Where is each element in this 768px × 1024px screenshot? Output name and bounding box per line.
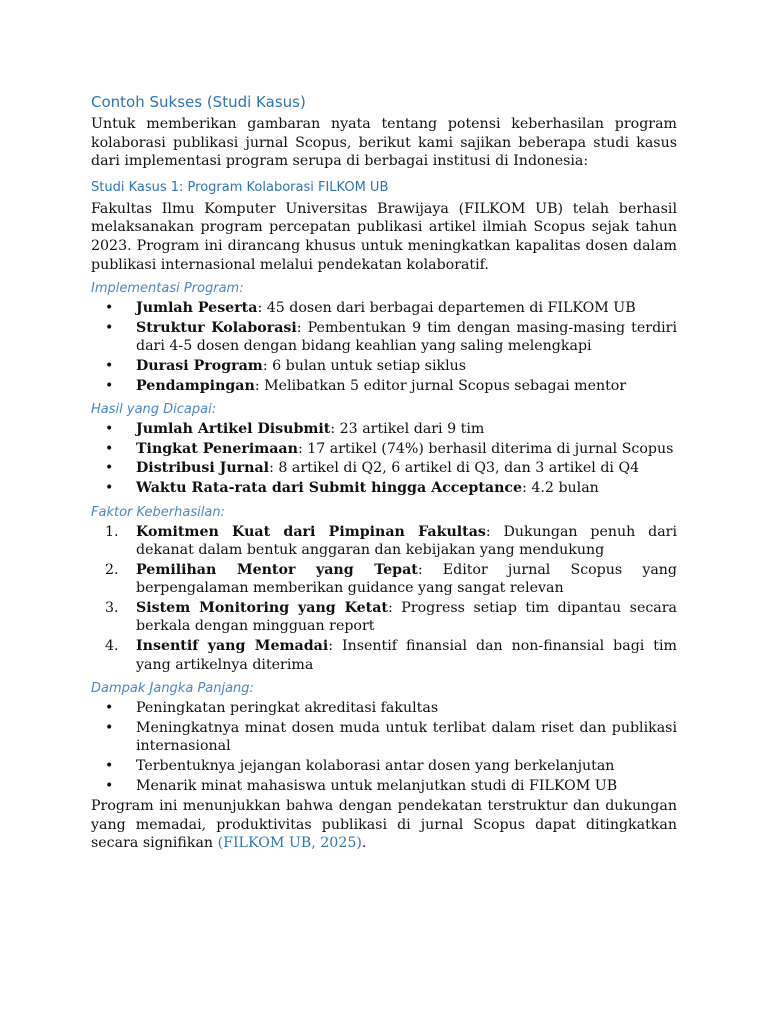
hasil-list bbox=[91, 420, 677, 497]
number-marker: 3. bbox=[105, 599, 119, 616]
number-marker: 4. bbox=[105, 638, 119, 655]
item-text: : 45 dosen dari berbagai departemen di FILKOM UB bbox=[257, 300, 636, 317]
item-label: Insentif yang Memadai bbox=[136, 638, 329, 655]
item-text: Peningkatan peringkat akreditasi fakultas bbox=[136, 700, 439, 717]
implementasi-list bbox=[91, 299, 677, 395]
item-text: : Pembentukan 9 tim dengan masing-masing terdiri dari 4-5 dosen dengan bidang keahlian yang saling melengkapi bbox=[136, 319, 678, 355]
item-label: Jumlah Artikel Disubmit bbox=[136, 421, 331, 438]
bullet-marker: • bbox=[105, 377, 114, 394]
bullet-marker: • bbox=[105, 719, 114, 736]
list-item bbox=[91, 299, 677, 318]
list-item bbox=[91, 719, 677, 756]
list-item bbox=[91, 357, 677, 376]
faktor-heading: Faktor Keberhasilan: bbox=[91, 504, 225, 520]
intro-paragraph: Untuk memberikan gambaran nyata tentang potensi keberhasilan program kolaborasi publikasi jurnal Scopus, berikut kami sajikan beberapa studi kasus dari implementasi program serupa di berbagai institusi di Indonesia: bbox=[91, 116, 677, 170]
list-item bbox=[91, 440, 677, 459]
list-item bbox=[91, 523, 677, 560]
item-label: Pendampingan bbox=[136, 377, 255, 394]
list-item bbox=[91, 319, 677, 356]
list-item bbox=[91, 757, 677, 776]
item-text: : 17 artikel (74%) berhasil diterima di jurnal Scopus bbox=[297, 440, 674, 457]
bullet-marker: • bbox=[105, 758, 114, 775]
list-item bbox=[91, 459, 677, 478]
item-label: Komitmen Kuat dari Pimpinan Fakultas bbox=[136, 523, 486, 540]
item-text: : 6 bulan untuk setiap siklus bbox=[262, 357, 467, 374]
list-item bbox=[91, 599, 677, 636]
case-study-title: Studi Kasus 1: Program Kolaborasi FILKOM UB bbox=[91, 179, 389, 195]
bullet-marker: • bbox=[105, 319, 114, 336]
item-text: : Editor jurnal Scopus yang berpengalaman memberikan guidance yang sangat relevan bbox=[136, 561, 678, 597]
item-text: : 4.2 bulan bbox=[522, 479, 599, 496]
closing-paragraph bbox=[91, 797, 677, 853]
bullet-marker: • bbox=[105, 777, 114, 794]
item-label: Jumlah Peserta bbox=[136, 300, 258, 317]
item-text: : Progress setiap tim dipantau secara berkala dengan mingguan report bbox=[136, 599, 677, 635]
list-item bbox=[91, 420, 677, 439]
item-label: Distribusi Jurnal bbox=[136, 460, 270, 477]
number-marker: 1. bbox=[105, 523, 119, 540]
item-text: : Insentif finansial dan non-finansial bagi tim yang artikelnya diterima bbox=[136, 638, 677, 673]
document-content bbox=[91, 92, 677, 853]
closing-period: . bbox=[361, 835, 367, 852]
number-marker: 2. bbox=[105, 561, 119, 578]
bullet-marker: • bbox=[105, 300, 114, 317]
dampak-list bbox=[91, 699, 677, 795]
closing-text: Program ini menunjukkan bahwa dengan pendekatan terstruktur dan dukungan yang memadai, produktivitas publikasi di jurnal Scopus dapat ditingkatkan secara signifikan bbox=[91, 798, 677, 852]
faktor-list bbox=[91, 523, 677, 675]
item-label: Tingkat Penerimaan bbox=[136, 440, 298, 457]
list-item bbox=[91, 777, 677, 796]
bullet-marker: • bbox=[105, 700, 114, 717]
item-text: : 8 artikel di Q2, 6 artikel di Q3, dan 3 artikel di Q4 bbox=[269, 460, 640, 477]
list-item bbox=[91, 561, 677, 598]
item-label: Sistem Monitoring yang Ketat bbox=[136, 599, 388, 616]
list-item bbox=[91, 377, 677, 396]
item-text: Meningkatnya minat dosen muda untuk terlibat dalam riset dan publikasi internasional bbox=[136, 719, 677, 755]
item-label: Durasi Program bbox=[136, 357, 263, 374]
case-study-description: Fakultas Ilmu Komputer Universitas Brawijaya (FILKOM UB) telah berhasil melaksanakan program percepatan publikasi artikel ilmiah Scopus sejak tahun 2023. Program ini dirancang khusus untuk meningkatkan kapalitas dosen dalam publikasi internasional melalui pendekatan kolaboratif. bbox=[91, 200, 677, 273]
citation-link[interactable]: (FILKOM UB, 2025) bbox=[217, 835, 362, 852]
hasil-heading: Hasil yang Dicapai: bbox=[91, 402, 217, 418]
item-text: : Melibatkan 5 editor jurnal Scopus sebagai mentor bbox=[254, 377, 627, 394]
item-label: Struktur Kolaborasi bbox=[136, 319, 297, 336]
item-label: Waktu Rata-rata dari Submit hingga Acceptance bbox=[136, 479, 523, 496]
bullet-marker: • bbox=[105, 440, 114, 457]
list-item bbox=[91, 637, 677, 674]
bullet-marker: • bbox=[105, 479, 114, 496]
item-text: Menarik minat mahasiswa untuk melanjutkan studi di FILKOM UB bbox=[136, 777, 618, 794]
item-text: : 23 artikel dari 9 tim bbox=[330, 421, 485, 438]
list-item bbox=[91, 699, 677, 718]
bullet-marker: • bbox=[105, 357, 114, 374]
bullet-marker: • bbox=[105, 460, 114, 477]
item-text: : Dukungan penuh dari dekanat dalam bentuk anggaran dan kebijakan yang mendukung bbox=[136, 523, 677, 559]
item-text: Terbentuknya jejangan kolaborasi antar dosen yang berkelanjutan bbox=[136, 758, 615, 775]
item-label: Pemilihan Mentor yang Tepat bbox=[136, 561, 418, 578]
section-heading: Contoh Sukses (Studi Kasus) bbox=[91, 93, 306, 111]
list-item bbox=[91, 479, 677, 498]
bullet-marker: • bbox=[105, 421, 114, 438]
dampak-heading: Dampak Jangka Panjang: bbox=[91, 681, 254, 697]
implementasi-heading: Implementasi Program: bbox=[91, 281, 244, 297]
